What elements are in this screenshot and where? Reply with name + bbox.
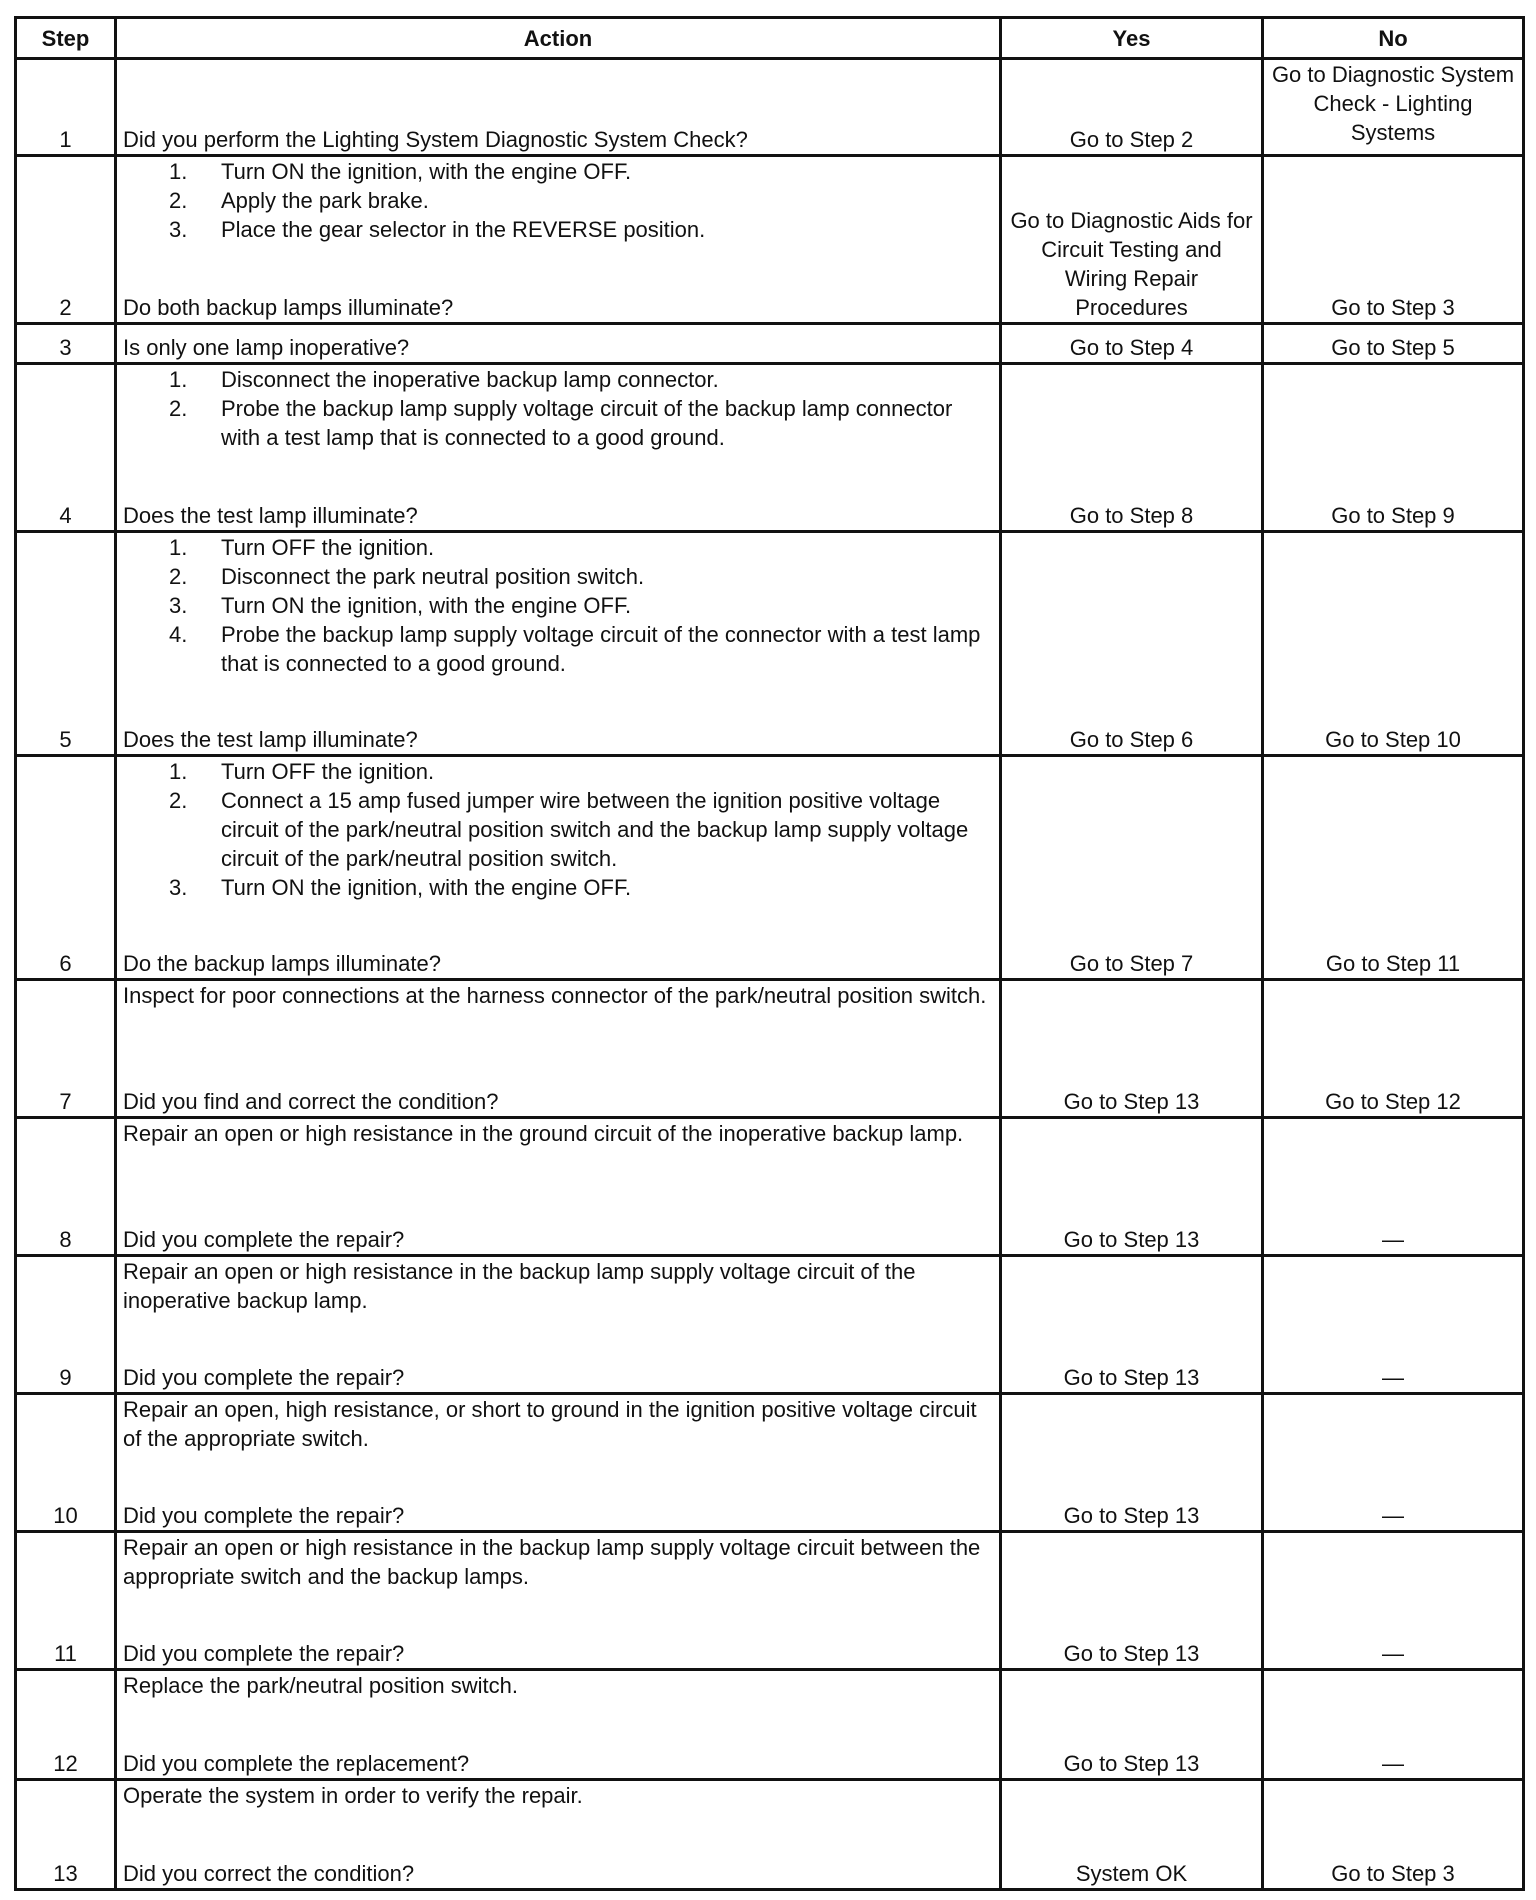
action-instruction-text: Replace the park/neutral position switch.: [123, 1673, 518, 1698]
diagnostic-table: [14, 16, 1525, 1891]
no-result: —: [1263, 1256, 1524, 1394]
sub-step-number: 2.: [169, 188, 188, 213]
table-row: [16, 1780, 1524, 1890]
sub-step: [123, 873, 993, 902]
sub-step-number: 2.: [169, 788, 188, 813]
sub-step: [123, 591, 993, 620]
action-instruction-text: Repair an open or high resistance in the backup lamp supply voltage circuit between the appropriate switch and the backup lamps.: [123, 1535, 981, 1589]
yes-result: Go to Step 8: [1001, 364, 1263, 532]
sub-step-text: Probe the backup lamp supply voltage circuit of the backup lamp connector with a test lamp that is connected to a good ground.: [221, 396, 953, 450]
yes-result: Go to Step 13: [1001, 1394, 1263, 1532]
header-yes: Yes: [1001, 18, 1263, 59]
action-cell: [116, 756, 1001, 980]
action-question: Did you complete the repair?: [123, 1227, 405, 1252]
sub-step-text: Turn OFF the ignition.: [221, 759, 435, 784]
sub-step-list: [123, 757, 993, 902]
action-instructions: [123, 157, 993, 244]
table-body: [16, 59, 1524, 1890]
table-row: [16, 1256, 1524, 1394]
header-no: No: [1263, 18, 1524, 59]
table-row: [16, 1118, 1524, 1256]
sub-step-text: Place the gear selector in the REVERSE position.: [221, 217, 706, 242]
sub-step-text: Turn OFF the ignition.: [221, 535, 435, 560]
table-row: [16, 980, 1524, 1118]
step-number: 7: [16, 980, 116, 1118]
table-row: [16, 1394, 1524, 1532]
sub-step-text: Disconnect the inoperative backup lamp connector.: [221, 367, 719, 392]
header-action: Action: [116, 18, 1001, 59]
table-row: [16, 1670, 1524, 1780]
step-number: 3: [16, 324, 116, 364]
yes-result: Go to Step 13: [1001, 1532, 1263, 1670]
sub-step: [123, 757, 993, 786]
header-step: Step: [16, 18, 116, 59]
action-instruction-text: Operate the system in order to verify the repair.: [123, 1783, 583, 1808]
action-cell: [116, 156, 1001, 324]
action-instructions: [123, 533, 993, 678]
header-row: [16, 18, 1524, 59]
step-number: 2: [16, 156, 116, 324]
yes-result: Go to Step 6: [1001, 532, 1263, 756]
action-question: Did you correct the condition?: [123, 1861, 415, 1886]
action-content: [123, 325, 993, 362]
action-question: Did you complete the repair?: [123, 1503, 405, 1528]
no-result: Go to Step 5: [1263, 324, 1524, 364]
action-instruction-text: Repair an open or high resistance in the ground circuit of the inoperative backup lamp.: [123, 1121, 964, 1146]
action-question: Do the backup lamps illuminate?: [123, 951, 441, 976]
step-number: 1: [16, 59, 116, 156]
step-number: 6: [16, 756, 116, 980]
no-result: Go to Step 11: [1263, 756, 1524, 980]
sub-step-list: [123, 365, 993, 452]
sub-step-number: 1.: [169, 759, 188, 784]
action-content: [123, 1257, 993, 1392]
sub-step-number: 2.: [169, 396, 188, 421]
action-content: [123, 157, 993, 322]
yes-result: Go to Step 4: [1001, 324, 1263, 364]
step-number: 8: [16, 1118, 116, 1256]
step-number: 13: [16, 1780, 116, 1890]
action-question: Is only one lamp inoperative?: [123, 335, 410, 360]
action-question: Did you complete the replacement?: [123, 1751, 470, 1776]
sub-step-number: 3.: [169, 593, 188, 618]
sub-step-text: Apply the park brake.: [221, 188, 429, 213]
action-instruction-text: Inspect for poor connections at the harness connector of the park/neutral position switch.: [123, 983, 987, 1008]
action-cell: [116, 59, 1001, 156]
action-cell: [116, 1670, 1001, 1780]
action-instructions: [123, 1781, 993, 1810]
action-content: [123, 533, 993, 754]
table-row: [16, 756, 1524, 980]
yes-result: Go to Step 13: [1001, 1670, 1263, 1780]
sub-step: [123, 186, 993, 215]
sub-step: [123, 562, 993, 591]
step-number: 10: [16, 1394, 116, 1532]
action-cell: [116, 980, 1001, 1118]
action-instructions: [123, 365, 993, 452]
action-question: Did you perform the Lighting System Diagnostic System Check?: [123, 127, 748, 152]
action-content: [123, 757, 993, 978]
action-content: [123, 1119, 993, 1254]
sub-step-number: 2.: [169, 564, 188, 589]
yes-result: Go to Diagnostic Aids for Circuit Testing and Wiring Repair Procedures: [1001, 156, 1263, 324]
no-result: Go to Step 3: [1263, 1780, 1524, 1890]
no-result: Go to Step 9: [1263, 364, 1524, 532]
table-row: [16, 364, 1524, 532]
no-result: —: [1263, 1394, 1524, 1532]
action-content: [123, 60, 993, 154]
yes-result: Go to Step 13: [1001, 980, 1263, 1118]
action-content: [123, 365, 993, 530]
step-number: 12: [16, 1670, 116, 1780]
action-content: [123, 1395, 993, 1530]
action-instructions: [123, 757, 993, 902]
sub-step-number: 3.: [169, 217, 188, 242]
sub-step-number: 1.: [169, 535, 188, 560]
action-question: Do both backup lamps illuminate?: [123, 295, 454, 320]
action-instruction-text: Repair an open or high resistance in the backup lamp supply voltage circuit of the inoperative backup lamp.: [123, 1259, 916, 1313]
action-instructions: [123, 1119, 993, 1148]
yes-result: Go to Step 2: [1001, 59, 1263, 156]
sub-step-text: Turn ON the ignition, with the engine OFF.: [221, 159, 632, 184]
action-instructions: [123, 1671, 993, 1700]
step-number: 5: [16, 532, 116, 756]
action-cell: [116, 1256, 1001, 1394]
yes-result: Go to Step 7: [1001, 756, 1263, 980]
action-cell: [116, 532, 1001, 756]
sub-step: [123, 365, 993, 394]
sub-step: [123, 215, 993, 244]
action-cell: [116, 1394, 1001, 1532]
action-content: [123, 1781, 993, 1888]
no-result: Go to Step 10: [1263, 532, 1524, 756]
action-instructions: [123, 1395, 993, 1453]
no-result: —: [1263, 1118, 1524, 1256]
yes-result: System OK: [1001, 1780, 1263, 1890]
sub-step-number: 1.: [169, 367, 188, 392]
sub-step-text: Turn ON the ignition, with the engine OFF.: [221, 593, 632, 618]
action-instructions: [123, 1257, 993, 1315]
sub-step-text: Turn ON the ignition, with the engine OFF.: [221, 875, 632, 900]
table-row: [16, 59, 1524, 156]
action-cell: [116, 1118, 1001, 1256]
action-instruction-text: Repair an open, high resistance, or short to ground in the ignition positive voltage circuit of the appropriate switch.: [123, 1397, 977, 1451]
sub-step-text: Disconnect the park neutral position switch.: [221, 564, 645, 589]
no-result: Go to Step 12: [1263, 980, 1524, 1118]
action-content: [123, 1671, 993, 1778]
action-question: Does the test lamp illuminate?: [123, 727, 418, 752]
action-question: Did you find and correct the condition?: [123, 1089, 499, 1114]
sub-step-list: [123, 157, 993, 244]
action-content: [123, 981, 993, 1116]
action-cell: [116, 324, 1001, 364]
yes-result: Go to Step 13: [1001, 1256, 1263, 1394]
sub-step: [123, 533, 993, 562]
step-number: 4: [16, 364, 116, 532]
sub-step: [123, 620, 993, 678]
step-number: 9: [16, 1256, 116, 1394]
table-row: [16, 324, 1524, 364]
action-question: Did you complete the repair?: [123, 1365, 405, 1390]
action-cell: [116, 1780, 1001, 1890]
action-cell: [116, 364, 1001, 532]
no-result: —: [1263, 1670, 1524, 1780]
action-instructions: [123, 981, 993, 1010]
sub-step-text: Connect a 15 amp fused jumper wire between the ignition positive voltage circuit of the park/neutral position switch and the backup lamp supply voltage circuit of the park/neutral position switch.: [221, 788, 969, 871]
action-question: Does the test lamp illuminate?: [123, 503, 418, 528]
no-result: —: [1263, 1532, 1524, 1670]
table-row: [16, 156, 1524, 324]
action-cell: [116, 1532, 1001, 1670]
sub-step: [123, 394, 993, 452]
sub-step-text: Probe the backup lamp supply voltage circuit of the connector with a test lamp that is connected to a good ground.: [221, 622, 981, 676]
yes-result: Go to Step 13: [1001, 1118, 1263, 1256]
action-content: [123, 1533, 993, 1668]
no-result: Go to Step 3: [1263, 156, 1524, 324]
sub-step-number: 1.: [169, 159, 188, 184]
sub-step-list: [123, 533, 993, 678]
table-row: [16, 532, 1524, 756]
sub-step-number: 3.: [169, 875, 188, 900]
no-result: Go to Diagnostic System Check - Lighting Systems: [1263, 59, 1524, 156]
sub-step-number: 4.: [169, 622, 188, 647]
action-instructions: [123, 1533, 993, 1591]
sub-step: [123, 157, 993, 186]
action-question: Did you complete the repair?: [123, 1641, 405, 1666]
table-row: [16, 1532, 1524, 1670]
step-number: 11: [16, 1532, 116, 1670]
sub-step: [123, 786, 993, 873]
